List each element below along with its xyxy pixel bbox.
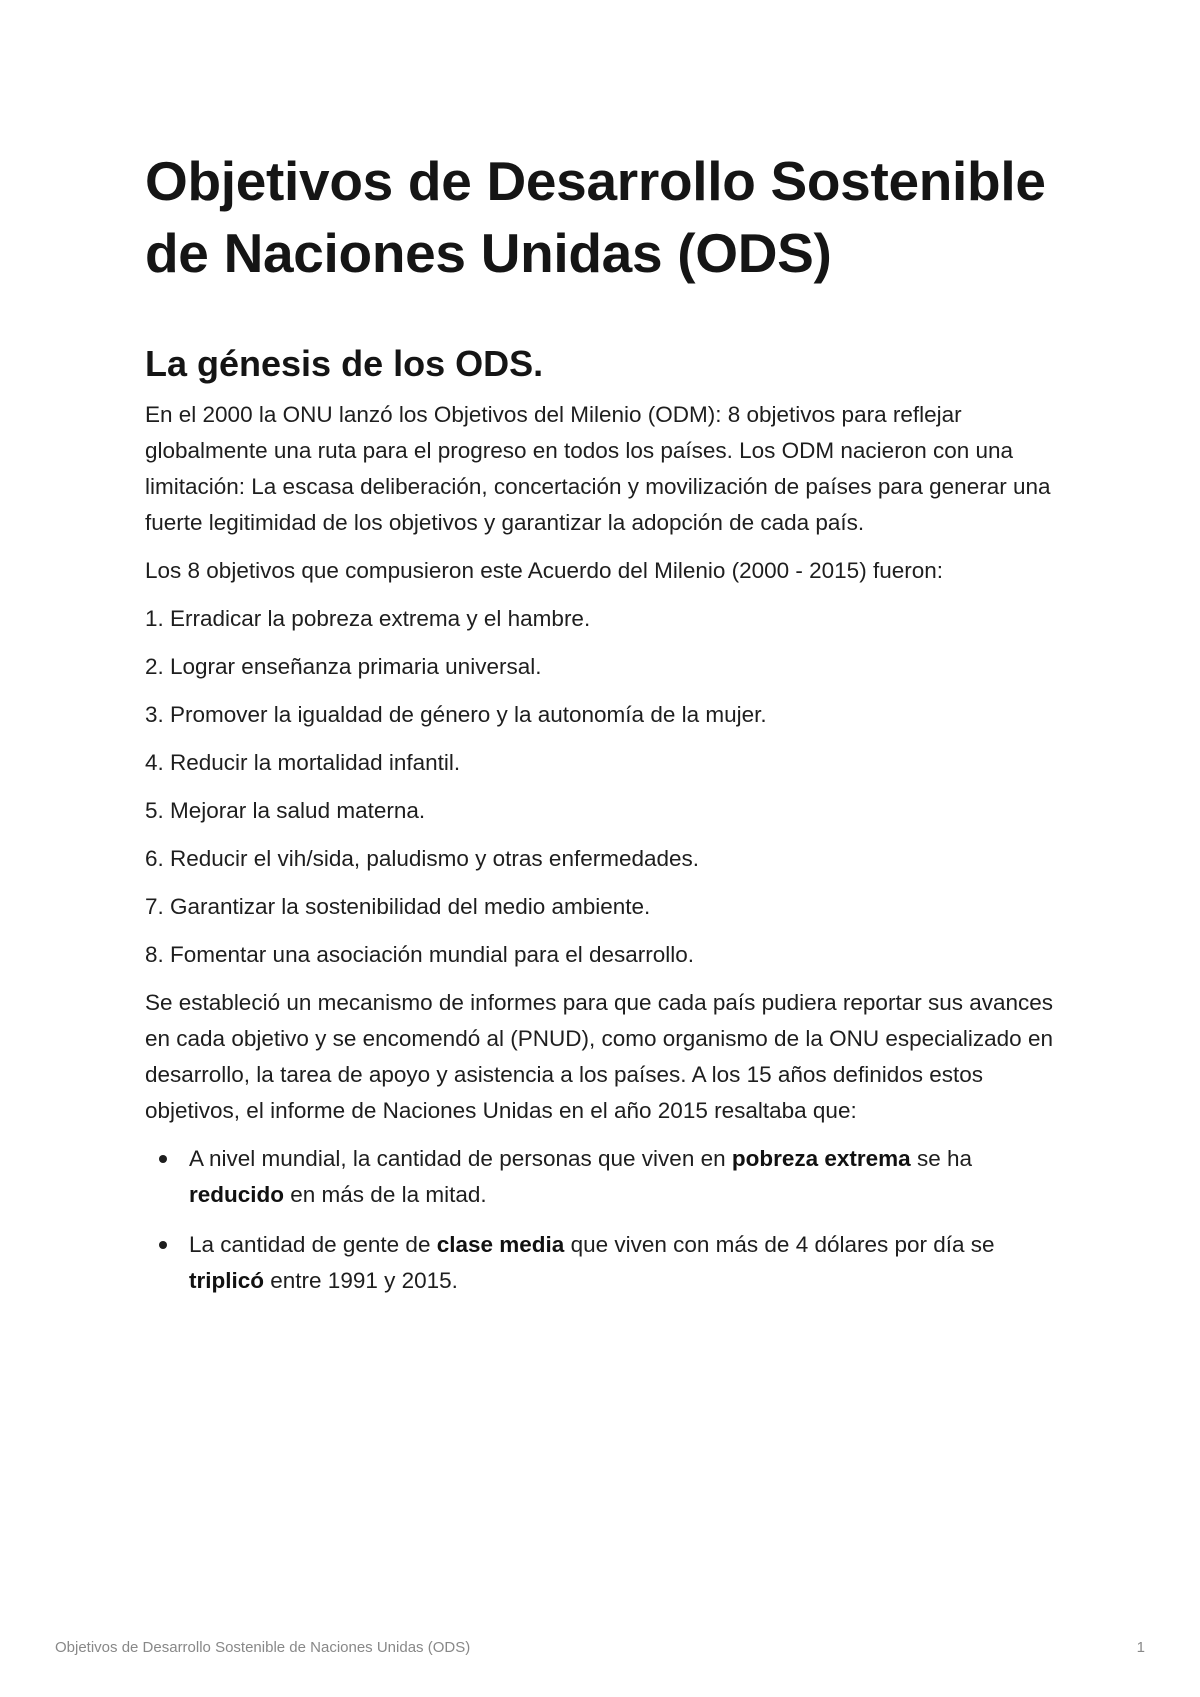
goal-item: 6. Reducir el vih/sida, paludismo y otras enfermedades. bbox=[145, 846, 700, 871]
bold-text: pobreza extrema bbox=[731, 1146, 911, 1171]
section-heading: La génesis de los ODS. bbox=[145, 343, 544, 384]
list-item bbox=[145, 1141, 1065, 1213]
paragraph-goals-intro: Los 8 objetivos que compusieron este Acuerdo del Milenio (2000 - 2015) fueron: bbox=[145, 558, 943, 583]
text-segment: A nivel mundial, la cantidad de personas que viven en bbox=[189, 1146, 732, 1171]
document-page bbox=[145, 145, 1065, 1313]
goal-item: 4. Reducir la mortalidad infantil. bbox=[145, 750, 461, 775]
text-segment: en más de la mitad. bbox=[284, 1182, 487, 1207]
document-title: Objetivos de Desarrollo Sostenible de Naciones Unidas (ODS) bbox=[145, 150, 1046, 284]
footer-title: Objetivos de Desarrollo Sostenible de Naciones Unidas (ODS) bbox=[55, 1639, 471, 1656]
bold-text: reducido bbox=[189, 1182, 285, 1207]
goals-list bbox=[145, 601, 1065, 973]
page-footer bbox=[55, 1638, 1145, 1658]
list-item bbox=[145, 1227, 1065, 1299]
text-segment: entre 1991 y 2015. bbox=[264, 1268, 458, 1293]
paragraph-report: Se estableció un mecanismo de informes para que cada país pudiera reportar sus avances en cada objetivo y se encomendó al (PNUD), como organismo de la ONU especializado en desarrollo, la tarea de apoyo y asistencia a los países. A los 15 años definidos estos objetivos, el informe de Naciones Unidas en el año 2015 resaltaba que: bbox=[145, 990, 1054, 1123]
bold-text: clase media bbox=[436, 1232, 565, 1257]
goal-item: 5. Mejorar la salud materna. bbox=[145, 798, 426, 823]
findings-list bbox=[145, 1141, 1065, 1299]
goal-item: 1. Erradicar la pobreza extrema y el hambre. bbox=[145, 606, 591, 631]
paragraph-intro: En el 2000 la ONU lanzó los Objetivos del Milenio (ODM): 8 objetivos para reflejar globalmente una ruta para el progreso en todos los países. Los ODM nacieron con una limitación: La escasa deliberación, concertación y movilización de países para generar una fuerte legitimidad de los objetivos y garantizar la adopción de cada país. bbox=[145, 402, 1051, 535]
bullet-icon bbox=[159, 1155, 167, 1163]
text-segment: La cantidad de gente de bbox=[189, 1232, 437, 1257]
goal-item: 7. Garantizar la sostenibilidad del medio ambiente. bbox=[145, 894, 651, 919]
page-number: 1 bbox=[1136, 1639, 1145, 1656]
text-segment: se ha bbox=[910, 1146, 972, 1171]
goal-item: 8. Fomentar una asociación mundial para el desarrollo. bbox=[145, 942, 695, 967]
bold-text: triplicó bbox=[189, 1268, 265, 1293]
goal-item: 3. Promover la igualdad de género y la autonomía de la mujer. bbox=[145, 702, 767, 727]
text-segment: que viven con más de 4 dólares por día se bbox=[564, 1232, 995, 1257]
goal-item: 2. Lograr enseñanza primaria universal. bbox=[145, 654, 542, 679]
bullet-icon bbox=[159, 1241, 167, 1249]
